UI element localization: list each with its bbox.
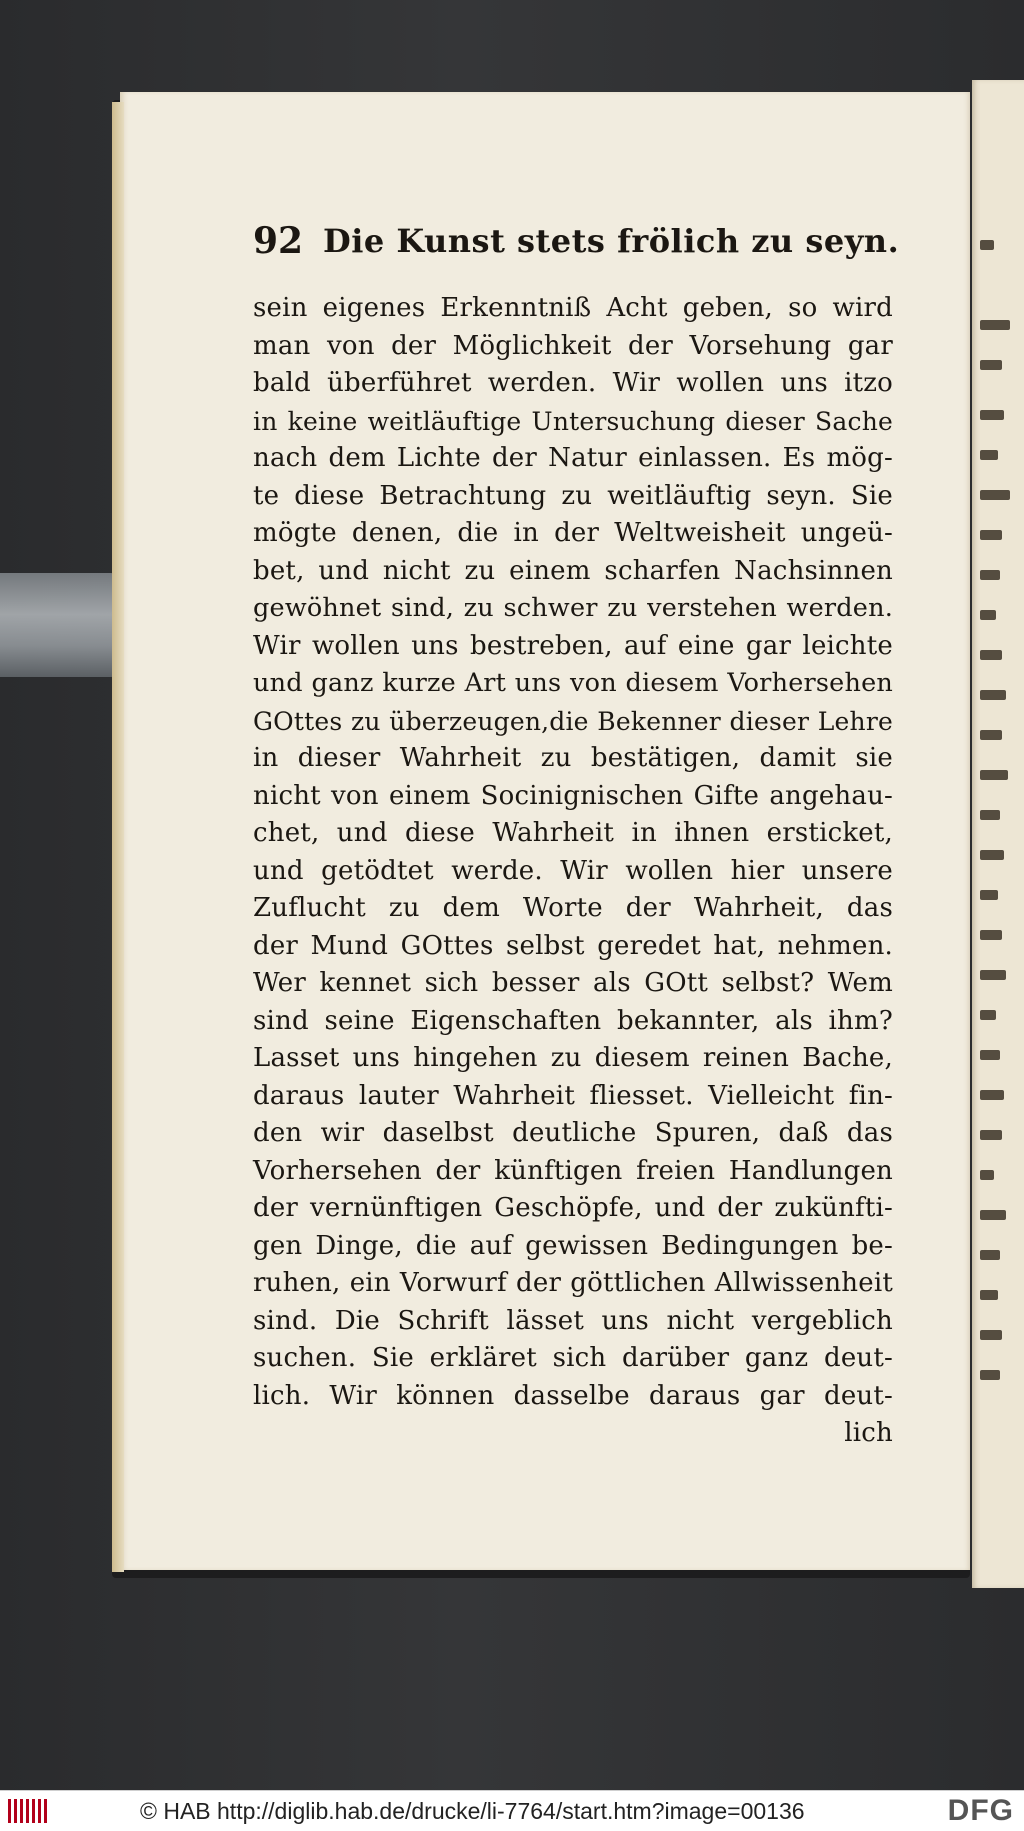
facing-page-ink-mark (980, 320, 1010, 330)
catchword: lich (844, 1418, 893, 1448)
text-line: lich. Wir können dasselbe daraus gar deut- (253, 1380, 893, 1411)
text-line: den wir daselbst deutliche Spuren, daß das (253, 1118, 893, 1148)
text-line: ruhen, ein Vorwurf der göttlichen Allwissenheit (253, 1268, 893, 1298)
text-line: GOttes zu überzeugen,die Bekenner dieser Lehre (253, 706, 893, 736)
text-line: Wir wollen uns bestreben, auf eine gar leichte (253, 630, 893, 661)
text-line: in keine weitläuftige Untersuchung dieser Sache (253, 406, 893, 436)
facing-page-ink-mark (980, 770, 1008, 780)
text-line: nicht von einem Socinignischen Gifte angehau- (253, 780, 893, 811)
facing-page-fragment (972, 80, 1024, 1588)
text-line: und getödtet werde. Wir wollen hier unsere (253, 855, 893, 886)
text-line: Wer kennet sich besser als GOtt selbst? Wem (253, 968, 893, 998)
facing-page-ink-mark (980, 1010, 996, 1020)
facing-page-ink-mark (980, 1210, 1006, 1220)
facing-page-ink-mark (980, 1290, 998, 1300)
facing-page-ink-mark (980, 1250, 1000, 1260)
facing-page-ink-mark (980, 1330, 1002, 1340)
text-line: Zuflucht zu dem Worte der Wahrheit, das (253, 893, 893, 923)
facing-page-ink-mark (980, 1170, 994, 1180)
text-line: suchen. Sie erkläret sich darüber ganz deut- (253, 1343, 893, 1373)
text-line: gen Dinge, die auf gewissen Bedingungen be- (253, 1230, 893, 1261)
facing-page-ink-mark (980, 1050, 1000, 1060)
text-line: te diese Betrachtung zu weitläuftig seyn. Sie (253, 480, 893, 511)
body-text (253, 290, 893, 1453)
facing-page-ink-mark (980, 490, 1010, 500)
text-line: man von der Möglichkeit der Vorsehung gar (253, 330, 893, 361)
facing-page-ink-mark (980, 360, 1002, 370)
facing-page-ink-mark (980, 240, 994, 250)
facing-page-ink-mark (980, 730, 1002, 740)
facing-page-ink-mark (980, 690, 1006, 700)
facing-page-ink-mark (980, 530, 1002, 540)
text-line: sein eigenes Erkenntniß Acht geben, so wird (253, 293, 893, 323)
text-line: und ganz kurze Art uns von diesem Vorhersehen (253, 668, 893, 698)
text-line: in dieser Wahrheit zu bestätigen, damit sie (253, 743, 893, 773)
facing-page-ink-mark (980, 450, 998, 460)
facing-page-ink-mark (980, 570, 1000, 580)
text-line: chet, und diese Wahrheit in ihnen ersticket, (253, 818, 893, 848)
text-line: sind. Die Schrift lässet uns nicht vergeblich (253, 1305, 893, 1336)
text-line: daraus lauter Wahrheit fliesset. Vielleicht fin- (253, 1080, 893, 1111)
dfg-logo: DFG (947, 1794, 1014, 1827)
text-line: Lasset uns hingehen zu diesem reinen Bache, (253, 1043, 893, 1073)
facing-page-ink-mark (980, 1370, 1000, 1380)
text-line: bald überführet werden. Wir wollen uns itzo (253, 368, 893, 398)
viewer-footer (0, 1790, 1024, 1831)
text-line: sind seine Eigenschaften bekannter, als ihm? (253, 1005, 893, 1036)
facing-page-ink-mark (980, 890, 998, 900)
text-line: bet, und nicht zu einem scharfen Nachsinnen (253, 555, 893, 586)
facing-page-ink-mark (980, 970, 1006, 980)
facing-page-ink-mark (980, 650, 1002, 660)
text-line: der vernünftigen Geschöpfe, und der zukünfti- (253, 1193, 893, 1223)
text-line: nach dem Lichte der Natur einlassen. Es mög- (253, 443, 893, 473)
facing-page-ink-mark (980, 810, 1000, 820)
facing-page-ink-mark (980, 610, 996, 620)
page-edge (112, 102, 124, 1572)
running-head: Die Kunst stets frölich zu seyn. (323, 222, 900, 260)
facing-page-ink-mark (980, 410, 1004, 420)
page-number: 92 (253, 220, 304, 262)
text-line: mögte denen, die in der Weltweisheit ungeü- (253, 518, 893, 548)
facing-page-ink-mark (980, 850, 1004, 860)
page-header (253, 213, 900, 269)
text-line: gewöhnet sind, zu schwer zu verstehen werden. (253, 593, 893, 623)
facing-page-ink-mark (980, 1090, 1004, 1100)
facing-page-ink-mark (980, 1130, 1002, 1140)
copyright-url: © HAB http://diglib.hab.de/drucke/li-7764/start.htm?image=00136 (140, 1798, 805, 1824)
text-line: Vorhersehen der künftigen freien Handlungen (253, 1155, 893, 1186)
hab-logo-icon (8, 1799, 48, 1823)
facing-page-ink-mark (980, 930, 1002, 940)
text-line: der Mund GOttes selbst geredet hat, nehmen. (253, 930, 893, 961)
